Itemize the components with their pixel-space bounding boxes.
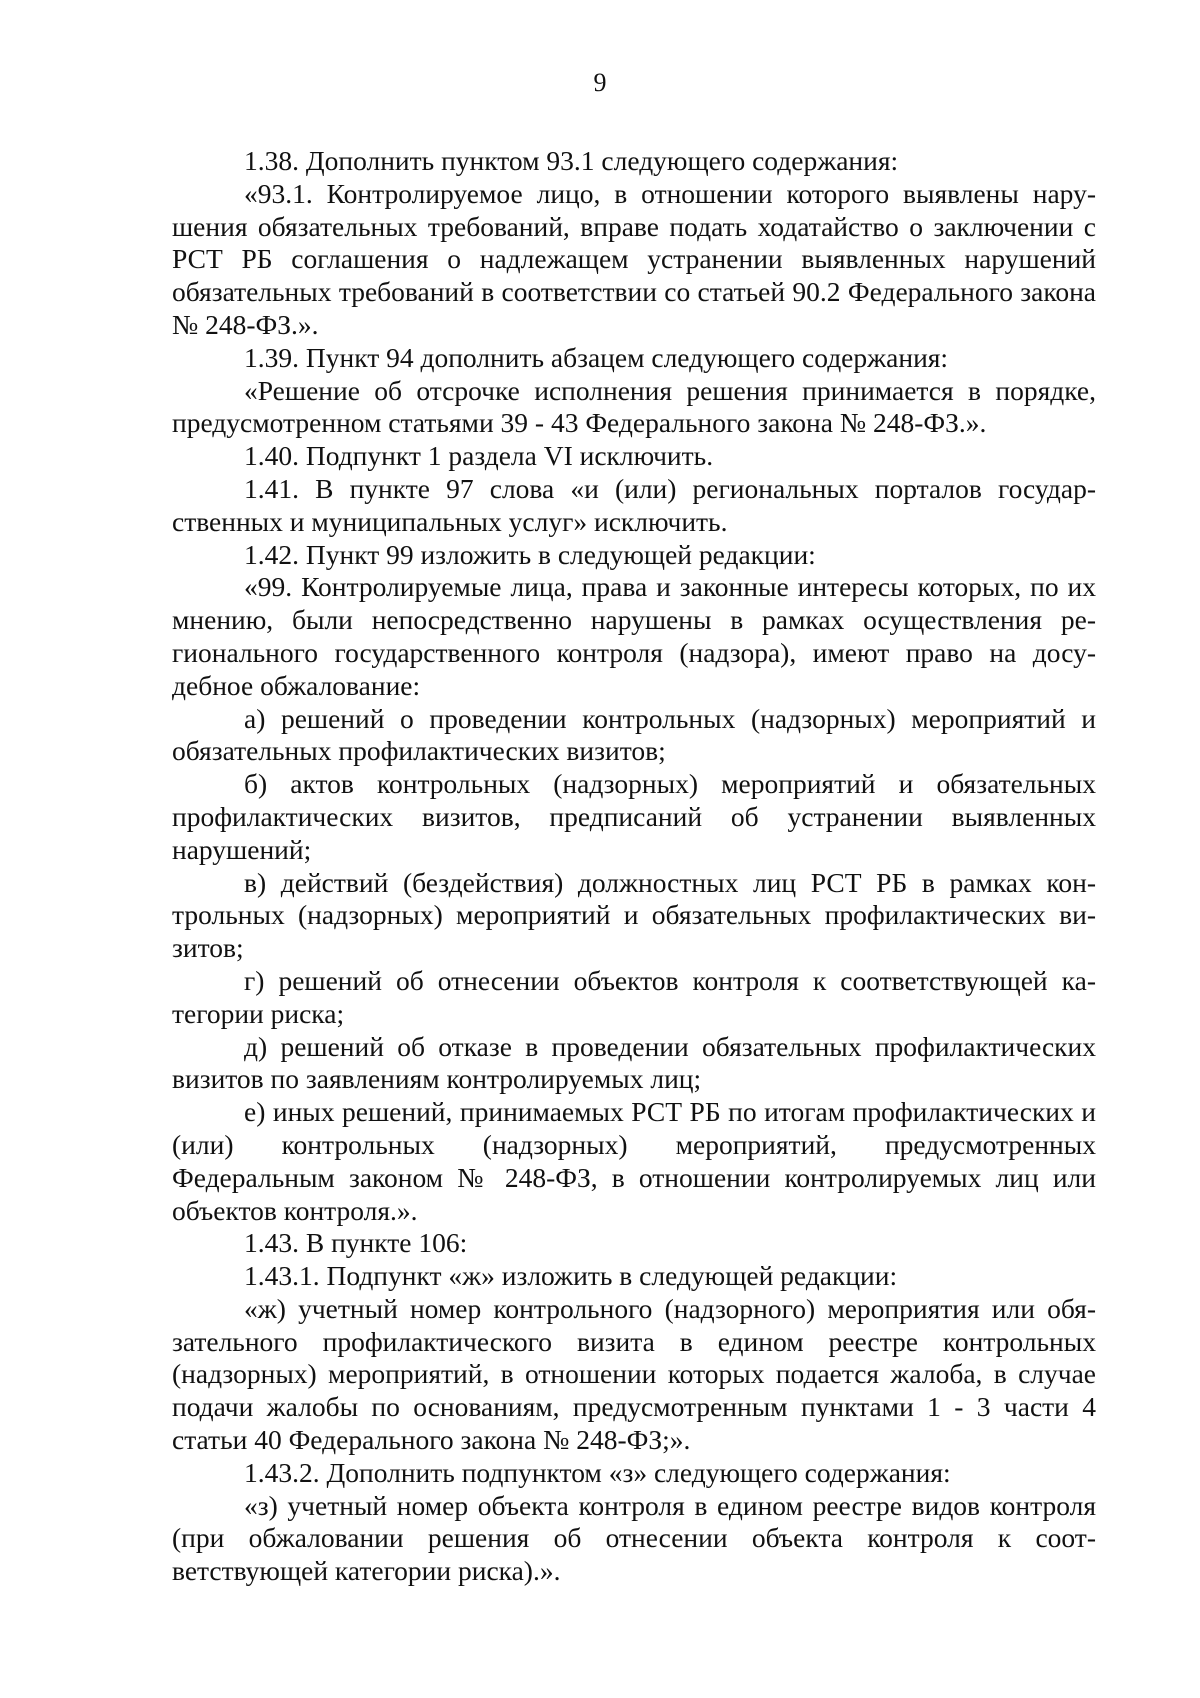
list-item-d: д) решений об отказе в проведении обязательных профилактических визитов по заявлениям контролируемых лиц; [172,1030,1096,1095]
paragraph-1-39: 1.39. Пункт 94 дополнить абзацем следующего содержания: [244,341,949,373]
subitem-zh-text: «ж) учетный номер контрольного (надзорного) мероприятия или обязательного профилактического визита в едином реестре контрольных (надзорных) мероприятий, в отношении которых подается жалоба, в случае подачи жалобы по основаниям, предусмотренным пунктами 1 - 3 части 4 статьи 40 Федерального закона № 248-ФЗ;». [172,1292,1096,1456]
paragraph-1-40: 1.40. Подпункт 1 раздела VI исключить. [244,440,714,472]
paragraph-1-42: 1.42. Пункт 99 изложить в следующей редакции: [244,538,816,570]
list-item-g: г) решений об отнесении объектов контроля к соответствующей категории риска; [172,964,1096,1029]
paragraph-1-43: 1.43. В пункте 106: [244,1227,468,1259]
list-item-e: е) иных решений, принимаемых РСТ РБ по итогам профилактических и (или) контрольных (надзорных) мероприятий, предусмотренных Федеральным законом № 248-ФЗ, в отношении контролируемых лиц или объектов контроля.». [172,1096,1096,1226]
paragraph-1-41: 1.41. В пункте 97 слова «и (или) региональных порталов государственных и муниципальных услуг» исключить. [172,472,1096,537]
paragraph-1-43-1: 1.43.1. Подпункт «ж» изложить в следующей редакции: [244,1260,898,1292]
paragraph-1-43-2: 1.43.2. Дополнить подпунктом «з» следующего содержания: [244,1456,951,1488]
paragraph-99-text: «99. Контролируемые лица, права и законные интересы которых, по их мнению, были непосредственно нарушены в рамках осуществления регионального государственного контроля (надзора), имеют право на досудебное обжалование: [172,571,1096,701]
list-item-v: в) действий (бездействия) должностных лиц РСТ РБ в рамках контрольных (надзорных) мероприятий и обязательных профилактических визитов; [172,866,1096,964]
paragraph-1-38: 1.38. Дополнить пунктом 93.1 следующего содержания: [244,145,899,176]
document-body [172,145,1096,1588]
subitem-z-text: «з) учетный номер объекта контроля в едином реестре видов контроля (при обжаловании решения об отнесении объекта контроля к соответствующей категории риска).». [172,1489,1096,1587]
paragraph-deferral-text: «Решение об отсрочке исполнения решения принимается в порядке, предусмотренном статьями 39 - 43 Федерального закона № 248-ФЗ.». [172,374,1096,439]
list-item-b: б) актов контрольных (надзорных) мероприятий и обязательных профилактических визитов, предписаний об устранении выявленных нарушений; [172,768,1096,865]
page-number: 9 [593,68,607,97]
list-item-a: а) решений о проведении контрольных (надзорных) мероприятий и обязательных профилактических визитов; [172,702,1096,767]
paragraph-93-1-text: «93.1. Контролируемое лицо, в отношении которого выявлены нарушения обязательных требований, вправе подать ходатайство о заключении с РСТ РБ соглашения о надлежащем устранении выявленных нарушений обязательных требований в соответствии со статьей 90.2 Федерального закона № 248-ФЗ.». [172,177,1096,340]
